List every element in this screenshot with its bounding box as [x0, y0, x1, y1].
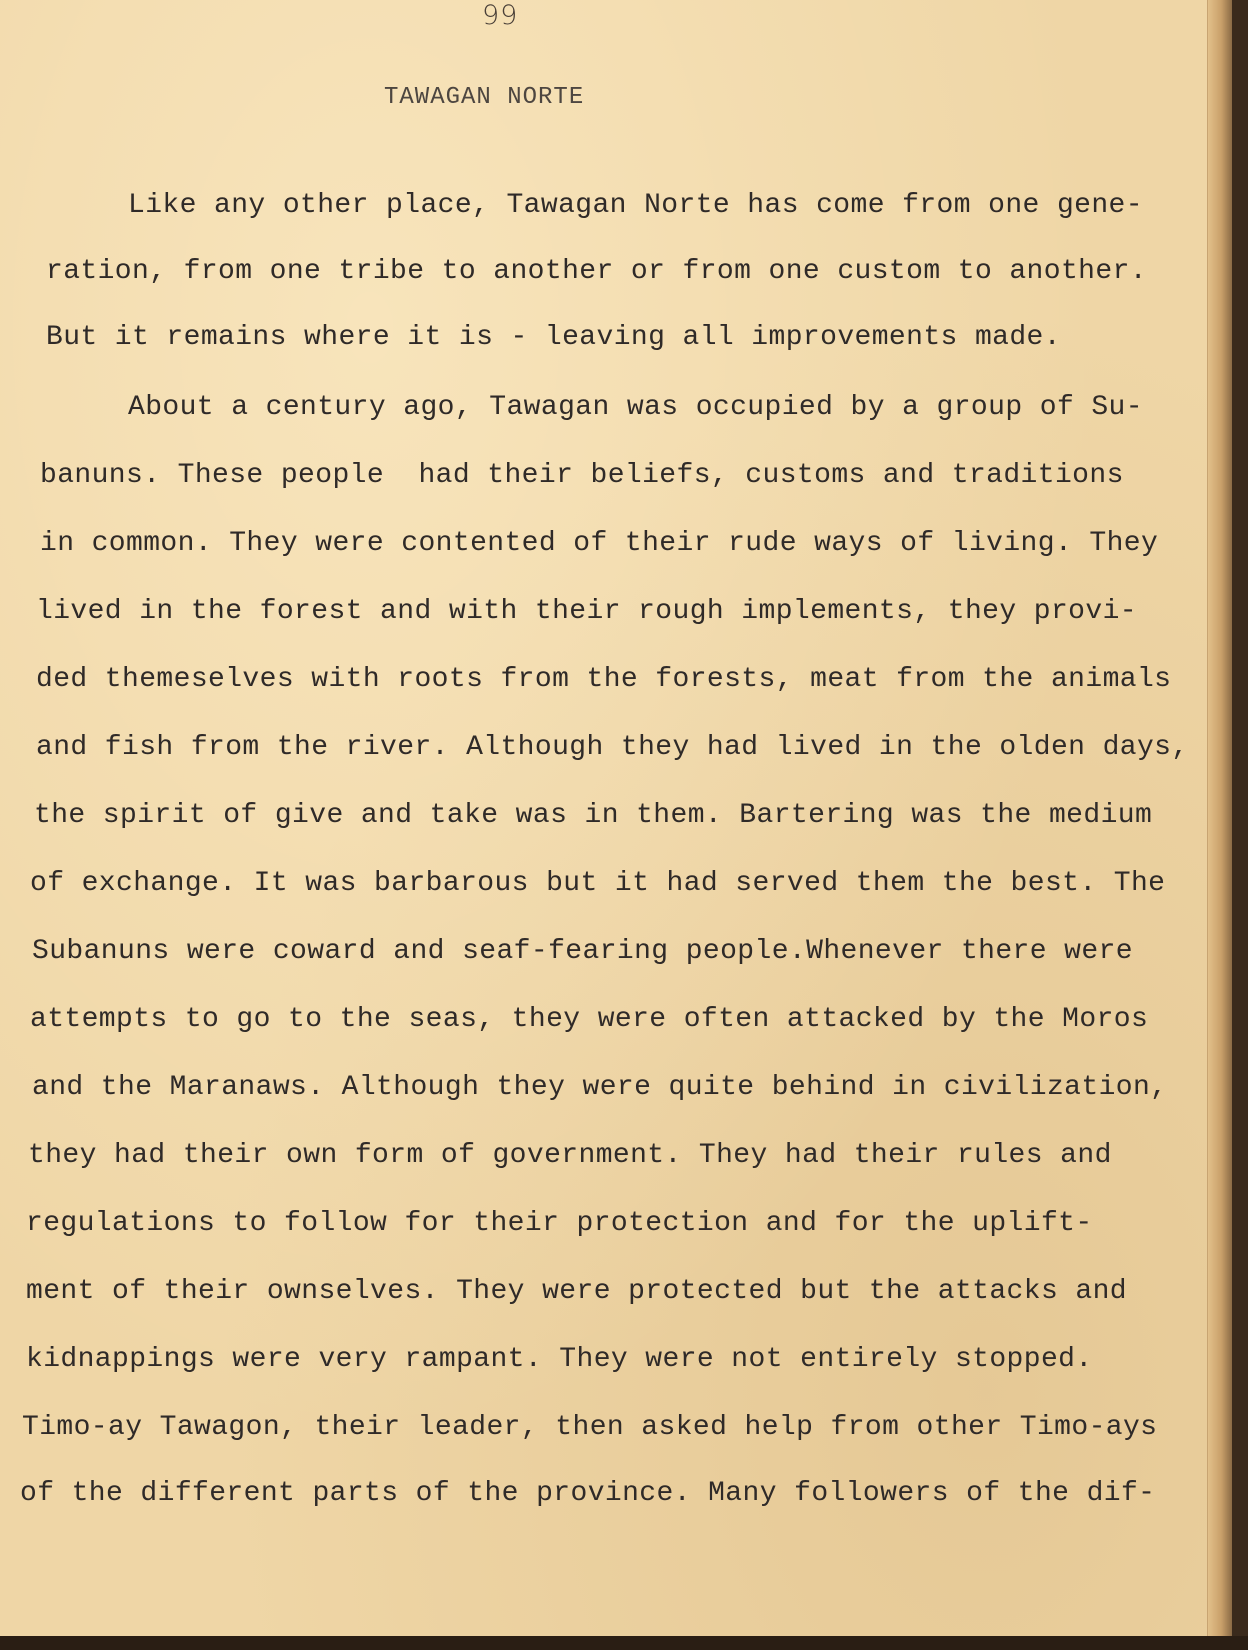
- page-number: 99: [482, 0, 519, 31]
- text-line-12: Subanuns were coward and seaf-fearing people.Whenever there were: [32, 936, 1133, 967]
- text-line-18: kidnappings were very rampant. They were not entirely stopped.: [26, 1344, 1093, 1375]
- text-line-20: of the different parts of the province. Many followers of the dif-: [20, 1478, 1156, 1509]
- text-line-17: ment of their ownselves. They were protected but the attacks and: [26, 1276, 1127, 1307]
- text-line-14: and the Maranaws. Although they were quite behind in civilization,: [32, 1072, 1168, 1103]
- text-line-2: ration, from one tribe to another or from one custom to another.: [46, 256, 1147, 287]
- text-line-1: Like any other place, Tawagan Norte has come from one gene-: [128, 190, 1143, 221]
- text-line-8: ded themeselves with roots from the forests, meat from the animals: [36, 664, 1172, 695]
- bottom-edge: [0, 1636, 1248, 1650]
- text-line-10: the spirit of give and take was in them. Bartering was the medium: [34, 800, 1153, 831]
- text-line-11: of exchange. It was barbarous but it had served them the best. The: [30, 868, 1166, 899]
- text-line-6: in common. They were contented of their rude ways of living. They: [40, 528, 1159, 559]
- text-line-15: they had their own form of government. They had their rules and: [28, 1140, 1112, 1171]
- document-title: TAWAGAN NORTE: [384, 84, 585, 111]
- page-edge: [1207, 0, 1232, 1638]
- text-line-9: and fish from the river. Although they had lived in the olden days,: [36, 732, 1189, 763]
- text-line-3: But it remains where it is - leaving all improvements made.: [46, 322, 1061, 353]
- text-line-19: Timo-ay Tawagon, their leader, then asked help from other Timo-ays: [22, 1412, 1158, 1443]
- text-line-4: About a century ago, Tawagan was occupied by a group of Su-: [128, 392, 1143, 423]
- text-line-5: banuns. These people had their beliefs, customs and traditions: [40, 460, 1124, 491]
- text-line-13: attempts to go to the seas, they were often attacked by the Moros: [30, 1004, 1149, 1035]
- text-line-7: lived in the forest and with their rough implements, they provi-: [36, 596, 1137, 627]
- text-line-16: regulations to follow for their protection and for the uplift-: [26, 1208, 1093, 1239]
